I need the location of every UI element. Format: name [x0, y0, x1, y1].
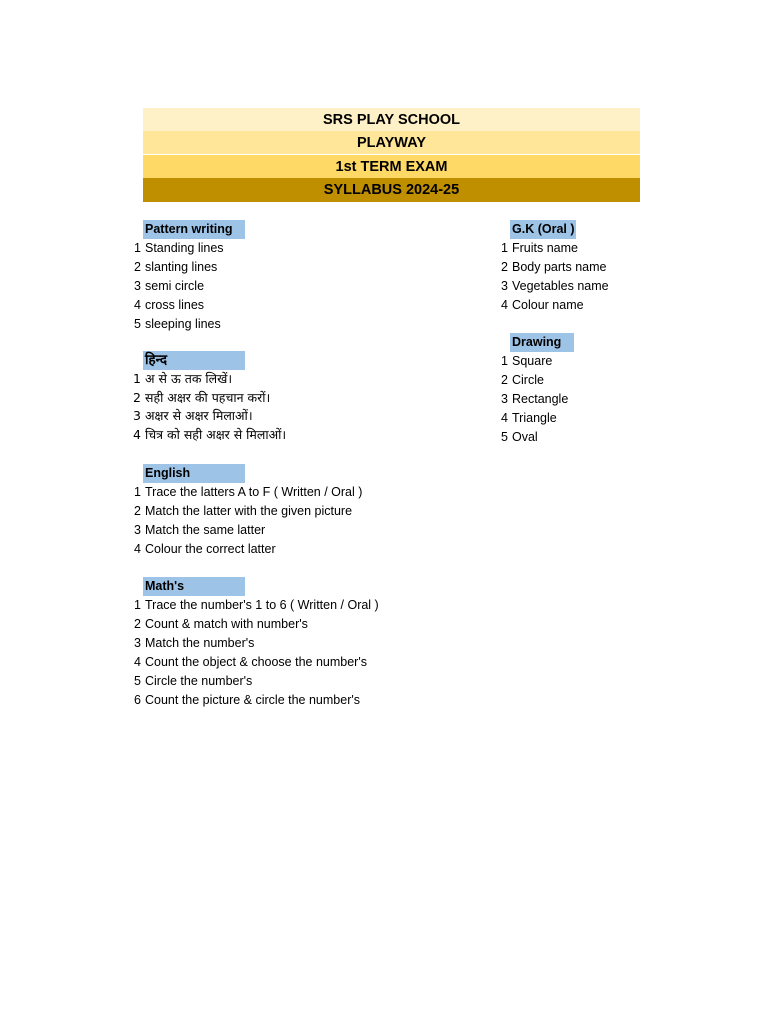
- item-number: 3: [134, 523, 141, 537]
- item-text: slanting lines: [145, 260, 218, 274]
- item-text: Triangle: [512, 411, 557, 425]
- item-text: sleeping lines: [145, 317, 221, 331]
- item-number: 3: [134, 279, 141, 293]
- list-item: [131, 691, 379, 710]
- item-number: 5: [134, 317, 141, 331]
- item-number: 3: [134, 636, 141, 650]
- item-text: Standing lines: [145, 241, 224, 255]
- item-number: 4: [133, 426, 141, 442]
- section-heading: G.K (Oral ): [510, 220, 576, 239]
- item-text: Oval: [512, 430, 538, 444]
- section-heading: हिन्द: [143, 351, 245, 370]
- item-number: 4: [134, 655, 141, 669]
- list-item: [131, 672, 379, 691]
- item-text: Colour name: [512, 298, 584, 312]
- item-number: 4: [134, 542, 141, 556]
- list-item: [498, 239, 609, 258]
- gk-list: [498, 239, 609, 315]
- item-number: 3: [501, 392, 508, 406]
- item-number: 1: [134, 485, 141, 499]
- item-text: Circle the number's: [145, 674, 253, 688]
- english-section: [131, 464, 362, 559]
- list-item: [131, 596, 379, 615]
- list-item: [498, 371, 574, 390]
- item-text: अ से ऊ तक लिखें।: [145, 371, 233, 386]
- list-item: [131, 315, 245, 334]
- item-number: 4: [501, 298, 508, 312]
- item-text: Match the number's: [145, 636, 255, 650]
- maths-list: [131, 596, 379, 710]
- list-item: [498, 409, 574, 428]
- item-number: 6: [134, 693, 141, 707]
- item-text: Match the same latter: [145, 523, 266, 537]
- list-item: [131, 653, 379, 672]
- item-number: 2: [134, 504, 141, 518]
- hindi-list: [131, 370, 286, 444]
- class-name-banner: PLAYWAY: [143, 131, 640, 154]
- list-item: [498, 296, 609, 315]
- section-heading: Math's: [143, 577, 245, 596]
- item-text: Body parts name: [512, 260, 607, 274]
- exam-name-banner: 1st TERM EXAM: [143, 155, 640, 178]
- item-text: Count the picture & circle the number's: [145, 693, 360, 707]
- item-number: 5: [501, 430, 508, 444]
- item-number: 1: [134, 598, 141, 612]
- item-text: Circle: [512, 373, 544, 387]
- list-item: [131, 258, 245, 277]
- item-text: सही अक्षर की पहचान करों।: [145, 389, 271, 405]
- maths-section: [131, 577, 379, 710]
- item-number: 2: [133, 389, 141, 405]
- list-item: [131, 239, 245, 258]
- item-text: Rectangle: [512, 392, 569, 406]
- list-item: [131, 502, 362, 521]
- list-item: [131, 407, 286, 426]
- item-text: Trace the number's 1 to 6 ( Written / Oral ): [145, 598, 379, 612]
- english-list: [131, 483, 362, 559]
- item-number: 2: [134, 260, 141, 274]
- list-item: [131, 483, 362, 502]
- pattern-writing-section: [131, 220, 245, 334]
- list-item: [498, 277, 609, 296]
- list-item: [131, 615, 379, 634]
- item-number: 1: [501, 241, 508, 255]
- item-text: Count & match with number's: [145, 617, 308, 631]
- list-item: [498, 258, 609, 277]
- list-item: [498, 352, 574, 371]
- hindi-section: [131, 351, 286, 444]
- pattern-writing-list: [131, 239, 245, 334]
- item-text: Fruits name: [512, 241, 578, 255]
- item-text: Square: [512, 354, 553, 368]
- list-item: [131, 521, 362, 540]
- item-text: Count the object & choose the number's: [145, 655, 367, 669]
- list-item: [131, 277, 245, 296]
- item-number: 2: [501, 373, 508, 387]
- section-heading: Pattern writing: [143, 220, 245, 239]
- section-heading: English: [143, 464, 245, 483]
- list-item: [131, 296, 245, 315]
- syllabus-year-banner: SYLLABUS 2024-25: [143, 178, 640, 202]
- item-text: Trace the latters A to F ( Written / Oral ): [145, 485, 363, 499]
- list-item: [498, 428, 574, 447]
- item-text: अक्षर से अक्षर मिलाओं।: [145, 408, 253, 423]
- drawing-list: [498, 352, 574, 447]
- item-text: Match the latter with the given picture: [145, 504, 353, 518]
- list-item: [131, 540, 362, 559]
- item-text: Vegetables name: [512, 279, 609, 293]
- item-number: 2: [134, 617, 141, 631]
- item-number: 5: [134, 674, 141, 688]
- list-item: [131, 634, 379, 653]
- gk-section: [498, 220, 609, 315]
- item-number: 2: [501, 260, 508, 274]
- drawing-section: [498, 333, 574, 447]
- item-text: Colour the correct latter: [145, 542, 276, 556]
- school-name-banner: SRS PLAY SCHOOL: [143, 108, 640, 131]
- item-text: cross lines: [145, 298, 205, 312]
- list-item: [131, 370, 286, 389]
- item-number: 1: [134, 241, 141, 255]
- item-number: 3: [133, 408, 141, 423]
- item-number: 1: [133, 371, 141, 386]
- item-number: 4: [134, 298, 141, 312]
- item-number: 3: [501, 279, 508, 293]
- section-heading: Drawing: [510, 333, 574, 352]
- item-text: semi circle: [145, 279, 205, 293]
- list-item: [131, 389, 286, 408]
- item-text: चित्र को सही अक्षर से मिलाओं।: [145, 426, 287, 442]
- item-number: 1: [501, 354, 508, 368]
- list-item: [498, 390, 574, 409]
- item-number: 4: [501, 411, 508, 425]
- list-item: [131, 426, 286, 445]
